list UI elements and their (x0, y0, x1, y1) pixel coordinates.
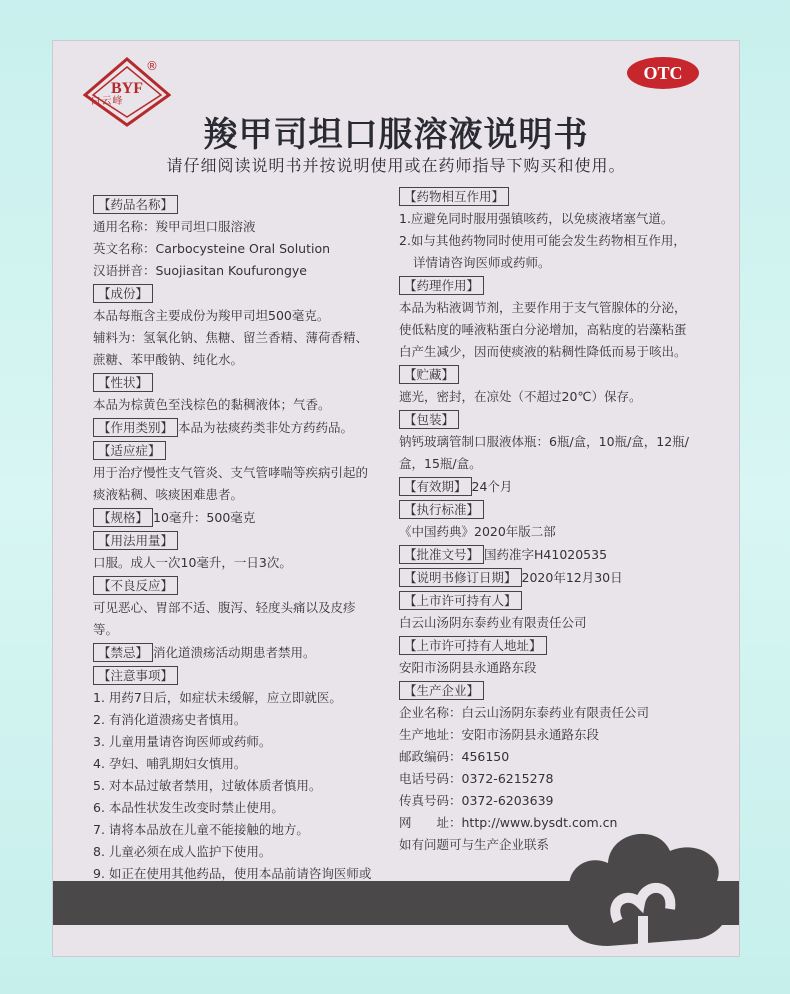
section-heading (93, 193, 377, 216)
section-inline (399, 566, 695, 589)
paragraph-text: 本品为粘液调节剂，主要作用于支气管腺体的分泌，使低粘度的唾液粘蛋白分泌增加，高粘度的岩藻粘蛋白产生减少，因而使痰液的粘稠性降低而易于咳出。 (399, 300, 687, 359)
paragraph-text: 生产地址：安阳市汤阴县永通路东段 (399, 727, 600, 742)
section-heading-label: 【药物相互作用】 (399, 187, 509, 206)
section-inline (399, 543, 695, 566)
section-heading-label: 【不良反应】 (93, 576, 178, 595)
section-heading-label: 【注意事项】 (93, 666, 178, 685)
paragraph-text: 如有问题可与生产企业联系 (399, 837, 550, 852)
section-heading-label: 【作用类别】 (93, 418, 178, 437)
section-heading (93, 574, 377, 597)
paragraph-text: 网 址：http://www.bysdt.com.cn (399, 815, 618, 830)
section-heading-label: 【贮藏】 (399, 365, 459, 384)
section-heading-label: 【执行标准】 (399, 500, 484, 519)
page-subtitle: 请仔细阅读说明书并按说明使用或在药师指导下购买和使用。 (166, 156, 626, 175)
right-column (399, 185, 695, 856)
section-heading (93, 282, 377, 305)
section-heading-label: 【说明书修订日期】 (399, 568, 522, 587)
section-heading (399, 408, 695, 431)
section-heading-label: 【用法用量】 (93, 531, 178, 550)
paragraph-text: 汉语拼音：Suojiasitan Koufurongye (93, 263, 307, 278)
paragraph-text: 遮光，密封，在凉处（不超过20℃）保存。 (399, 389, 642, 404)
paragraph-text: 电话号码：0372-6215278 (399, 771, 554, 786)
section-heading (93, 664, 377, 687)
section-heading-label: 【药品名称】 (93, 195, 178, 214)
section-inline (399, 475, 695, 498)
section-heading-label: 【适应症】 (93, 441, 166, 460)
section-heading-label: 【禁忌】 (93, 643, 153, 662)
section-heading (93, 371, 377, 394)
paragraph-text: 本品每瓶含主要成份为羧甲司坦500毫克。 (93, 308, 330, 323)
paragraph-text: 口服。成人一次10毫升，一日3次。 (93, 555, 292, 570)
paragraph-text: 安阳市汤阴县永通路东段 (399, 660, 537, 675)
section-heading (93, 529, 377, 552)
section-value: 10毫升：500毫克 (153, 510, 256, 525)
section-heading-label: 【批准文号】 (399, 545, 484, 564)
section-heading (93, 439, 377, 462)
paragraph-text: 白云山汤阴东泰药业有限责任公司 (399, 615, 587, 630)
list-item: 4. 孕妇、哺乳期妇女慎用。 (93, 756, 247, 771)
list-item: 7. 请将本品放在儿童不能接触的地方。 (93, 822, 309, 837)
brand-name: 白云峰 (90, 96, 124, 107)
list-item: 2. 有消化道溃疡史者慎用。 (93, 712, 247, 727)
list-item: 8. 儿童必须在成人监护下使用。 (93, 844, 272, 859)
paragraph-text: 《中国药典》2020年版二部 (399, 524, 556, 539)
list-item: 5. 对本品过敏者禁用，过敏体质者慎用。 (93, 778, 322, 793)
paragraph-text: 用于治疗慢性支气管炎、支气管哮喘等疾病引起的痰液粘稠、咳痰困难患者。 (93, 465, 369, 502)
paragraph-text: 邮政编码：456150 (399, 749, 510, 764)
paragraph-text: 通用名称：羧甲司坦口服溶液 (93, 219, 256, 234)
section-value: 2020年12月30日 (521, 570, 623, 585)
svg-text:BYF: BYF (111, 80, 143, 97)
registered-mark: ® (146, 59, 158, 73)
section-inline (93, 416, 377, 439)
paragraph-text: 企业名称：白云山汤阴东泰药业有限责任公司 (399, 705, 650, 720)
section-heading-label: 【药理作用】 (399, 276, 484, 295)
left-column (93, 193, 377, 907)
list-item: 1.应避免同时服用强镇咳药，以免痰液堵塞气道。 (399, 211, 674, 226)
section-heading-label: 【包装】 (399, 410, 459, 429)
section-heading-label: 【成份】 (93, 284, 153, 303)
section-heading (399, 363, 695, 386)
section-heading (399, 679, 695, 702)
otc-badge: OTC (627, 57, 699, 89)
paragraph-text: 辅料为：氢氧化钠、焦糖、留兰香精、薄荷香精、蔗糖、苯甲酸钠、纯化水。 (93, 330, 369, 367)
section-heading-label: 【生产企业】 (399, 681, 484, 700)
section-heading (399, 589, 695, 612)
section-inline (93, 506, 377, 529)
section-heading-label: 【有效期】 (399, 477, 472, 496)
list-item: 9. 如正在使用其他药品，使用本品前请咨询医师或 (93, 866, 372, 881)
section-heading (399, 498, 695, 521)
paragraph-text: 可见恶心、胃部不适、腹泻、轻度头痛以及皮疹等。 (93, 600, 356, 637)
section-value: 消化道溃疡活动期患者禁用。 (153, 645, 316, 660)
section-heading (399, 274, 695, 297)
cloud-decoration-icon (548, 821, 739, 956)
section-heading-label: 【上市许可持有人地址】 (399, 636, 547, 655)
section-heading-label: 【规格】 (93, 508, 153, 527)
paragraph-text: 钠钙玻璃管制口服液体瓶：6瓶/盒，10瓶/盒，12瓶/盒，15瓶/盒。 (399, 434, 689, 471)
section-heading (399, 634, 695, 657)
paragraph-text: 英文名称：Carbocysteine Oral Solution (93, 241, 331, 256)
section-value: 24个月 (471, 479, 513, 494)
section-value: 国药准字H41020535 (484, 547, 608, 562)
section-heading (399, 185, 695, 208)
section-inline (93, 641, 377, 664)
section-heading-label: 【性状】 (93, 373, 153, 392)
instruction-sheet (52, 40, 740, 957)
list-item: 2.如与其他药物同时使用可能会发生药物相互作用，详情请咨询医师或药师。 (399, 233, 686, 270)
list-item: 1. 用药7日后，如症状未缓解，应立即就医。 (93, 690, 342, 705)
paragraph-text: 本品为棕黄色至浅棕色的黏稠液体；气香。 (93, 397, 331, 412)
page-title: 羧甲司坦口服溶液说明书 (203, 115, 589, 155)
list-item: 6. 本品性状发生改变时禁止使用。 (93, 800, 284, 815)
list-item: 3. 儿童用量请咨询医师或药师。 (93, 734, 272, 749)
section-heading-label: 【上市许可持有人】 (399, 591, 522, 610)
paragraph-text: 传真号码：0372-6203639 (399, 793, 554, 808)
section-value: 本品为祛痰药类非处方药药品。 (178, 420, 354, 435)
